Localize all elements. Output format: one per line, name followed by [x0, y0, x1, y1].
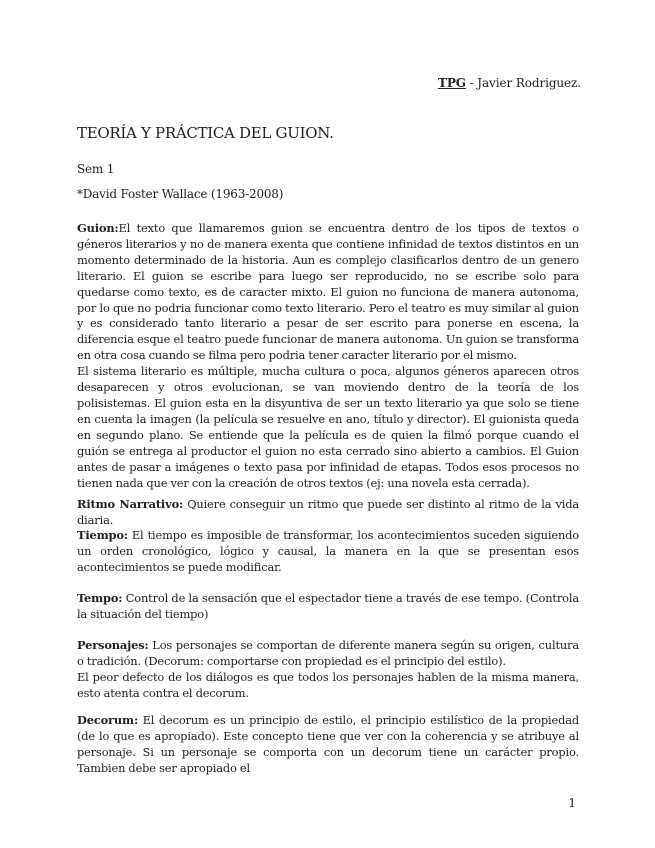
section-text: El sistema literario es múltiple, mucha cultura o poca, algunos géneros aparecen otros desaparecen y otros evolucionan, se van moviendo dentro de la teoría de los polisistemas. El guion esta en la disyuntiva de ser un texto literario ya que solo se tiene en cuenta la imagen (la película se resuelve en ano, título y director). El guionista queda en segundo plano. Se entiende que la película es de quien la filmó porque cuando el guión se entrega al productor el guion no esta cerrado sino abierto a cambios. El Guion antes de pasar a imágenes o texto pasa por infinidad de etapas. Todos esos procesos no tienen nada que ver con la creación de otros textos (ej: una novela esta cerrada).	[77, 364, 579, 490]
document-title: TEORÍA Y PRÁCTICA DEL GUION.	[77, 124, 334, 142]
author-note: *David Foster Wallace (1963-2008)	[77, 187, 284, 201]
section-tempo	[77, 591, 579, 623]
section-text: El decorum es un principio de estilo, el principio estilístico de la propiedad (de lo que es apropiado). Este concepto tiene que ver con la coherencia y se atribuye al personaje. Si un personaje se comporta con un decorum tiene un carácter propio. Tambien debe ser apropiado el	[77, 713, 579, 775]
page-number: 1	[568, 796, 576, 810]
section-label: Tempo:	[77, 591, 123, 605]
section-text: El peor defecto de los diálogos es que todos los personajes hablen de la misma manera, esto atenta contra el decorum.	[77, 669, 579, 700]
section-personajes	[77, 638, 579, 702]
section-text: El tiempo es imposible de transformar, los acontecimientos suceden siguiendo un orden cronológico, lógico y causal, la manera en la que se presentan esos acontecimientos se puede modificar.	[77, 528, 579, 574]
page-header	[438, 76, 581, 90]
course-tag: TPG	[438, 76, 466, 90]
section-label: Personajes:	[77, 638, 149, 652]
section-tiempo	[77, 528, 579, 576]
section-ritmo-narrativo	[77, 497, 579, 529]
session-label: Sem 1	[77, 162, 115, 176]
section-label: Guion:	[77, 221, 119, 235]
section-text: Control de la sensación que el espectador tiene a través de ese tempo. (Controla la situación del tiempo)	[77, 591, 579, 621]
section-label: Ritmo Narrativo:	[77, 497, 184, 511]
section-text: Quiere conseguir un ritmo que puede ser distinto al ritmo de la vida diaria.	[77, 497, 580, 527]
section-label: Decorum:	[77, 713, 138, 727]
header-author: - Javier Rodriguez.	[465, 76, 581, 90]
section-guion	[77, 221, 579, 491]
section-text: El texto que llamaremos guion se encuentra dentro de los tipos de textos o géneros literarios y no de manera exenta que contiene infinidad de textos distintos en un momento determinado de la historia. Aun es complejo clasificarlos dentro de un genero literario. El guion se escribe para luego ser reproducido, no se escribe solo para quedarse como texto, es de caracter mixto. El guion no funciona de manera autonoma, por lo que no podria funcionar como texto literario. Pero el teatro es muy similar al guion y es considerado tanto literario a pesar de ser escrito para ponerse en escena, la diferencia esque el teatro puede funcionar de manera autonoma. Un guion se transforma en otra cosa cuando se filma pero podria tener caracter literario por el mismo.	[77, 221, 579, 363]
section-label: Tiempo:	[77, 528, 128, 542]
section-text: Los personajes se comportan de diferente manera según su origen, cultura o tradición. (Decorum: comportarse con propiedad es el principio del estilo).	[77, 638, 579, 668]
section-decorum	[77, 713, 579, 777]
